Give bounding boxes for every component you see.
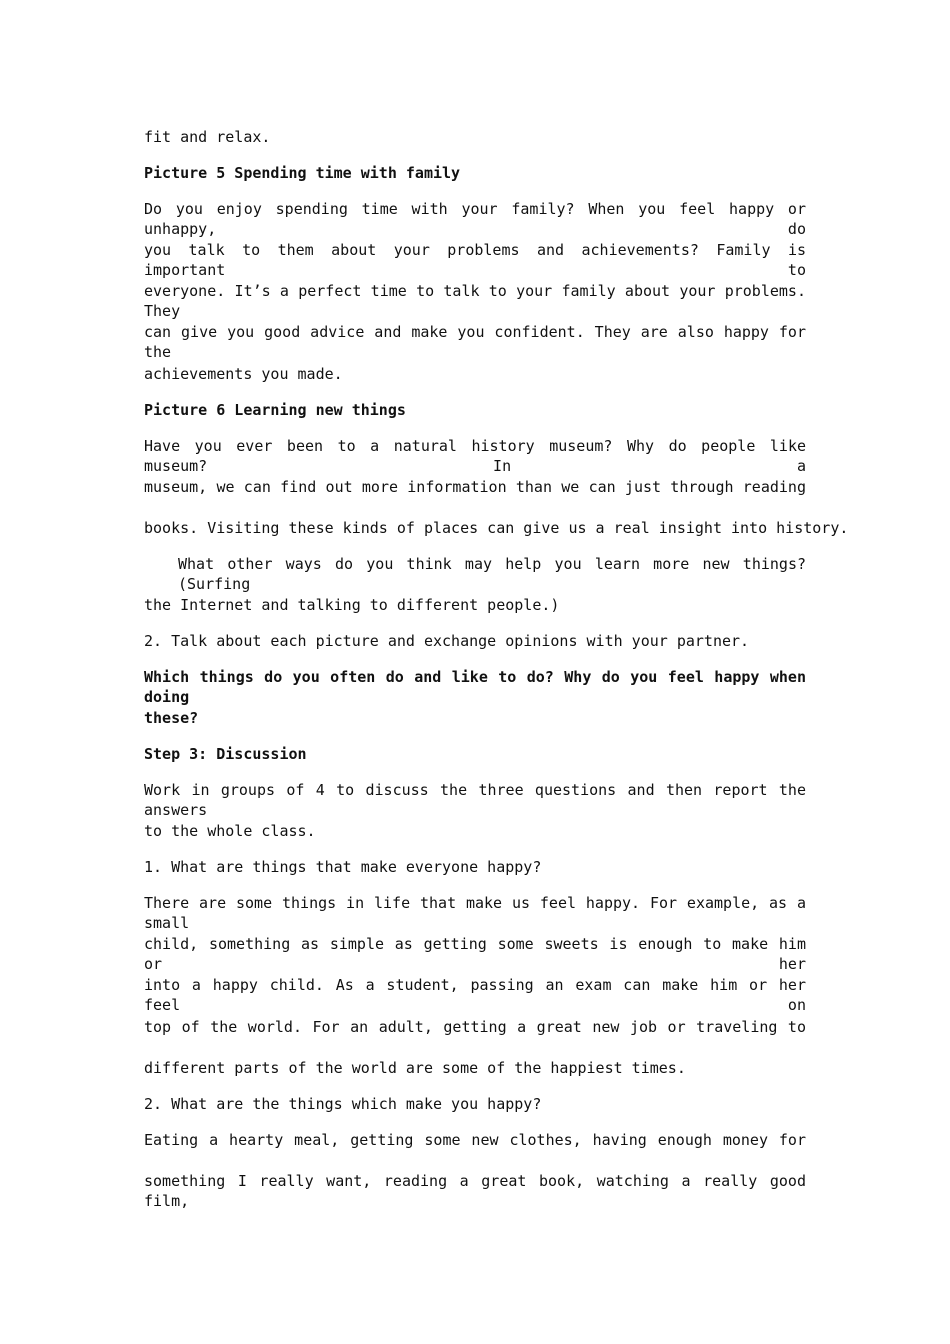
text-line: 2. Talk about each picture and exchange opinions with your partner. (144, 632, 750, 650)
text-line: fit and relax. (144, 128, 271, 146)
text-line: you talk to them about your problems and achievements? Family is important to (144, 241, 806, 279)
text-line: Do you enjoy spending time with your family? When you feel happy or unhappy, do (144, 200, 806, 238)
question-line: these? (144, 709, 199, 727)
text-line: child, something as simple as getting some sweets is enough to make him or her (144, 935, 806, 973)
text-line: Have you ever been to a natural history museum? Why do people like museum? In a (144, 437, 806, 475)
section-heading: Picture 6 Learning new things (144, 401, 406, 419)
text-line: museum, we can find out more information than we can just through reading (144, 478, 806, 496)
text-line: Eating a hearty meal, getting some new clothes, having enough money for (144, 1131, 806, 1149)
question-line: Which things do you often do and like to do? Why do you feel happy when doing (144, 668, 806, 706)
text-line: everyone. It’s a perfect time to talk to your family about your problems. They (144, 282, 806, 320)
text-line: something I really want, reading a great book, watching a really good film, (144, 1172, 806, 1210)
text-line: What other ways do you think may help you learn more new things? (Surfing (178, 555, 806, 593)
text-line: 1. What are things that make everyone happy? (144, 858, 542, 876)
text-line: the Internet and talking to different people.) (144, 596, 560, 614)
text-line: Work in groups of 4 to discuss the three questions and then report the answers (144, 781, 806, 819)
section-heading: Step 3: Discussion (144, 745, 307, 763)
text-line: 2. What are the things which make you happy? (144, 1095, 542, 1113)
text-line: top of the world. For an adult, getting a great new job or traveling to (144, 1018, 806, 1036)
section-heading: Picture 5 Spending time with family (144, 164, 461, 182)
text-line: to the whole class. (144, 822, 316, 840)
text-line: into a happy child. As a student, passing an exam can make him or her feel on (144, 976, 806, 1014)
text-line: books. Visiting these kinds of places can give us a real insight into history. (144, 519, 849, 537)
text-line: achievements you made. (144, 365, 343, 383)
text-line: There are some things in life that make us feel happy. For example, as a small (144, 894, 806, 932)
text-line: can give you good advice and make you confident. They are also happy for the (144, 323, 806, 361)
text-line: different parts of the world are some of the happiest times. (144, 1059, 686, 1077)
